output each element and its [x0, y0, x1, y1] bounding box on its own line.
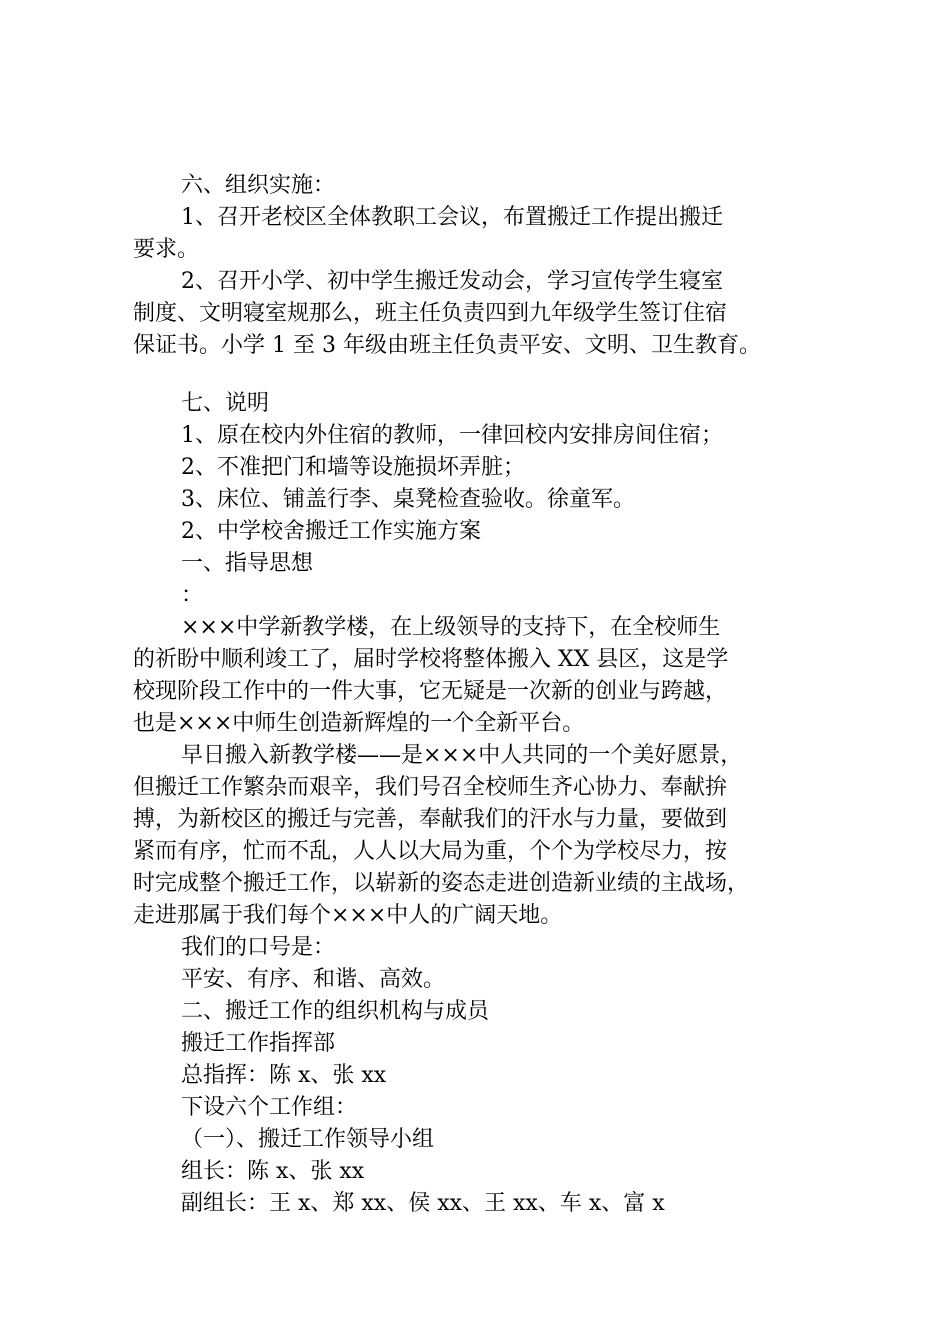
- section-heading-guiding: 一、指导思想: [181, 551, 314, 576]
- paragraph-line: 时完成整个搬迁工作，以崭新的姿态走进创造新业绩的主战场，: [133, 871, 750, 896]
- paragraph-line: 制度、文明寝室规那么，班主任负责四到九年级学生签订住宿: [133, 301, 728, 326]
- paragraph-gap: [133, 362, 833, 388]
- group-deputy: 副组长：王 x、郑 xx、侯 xx、王 xx、车 x、富 x: [181, 1191, 665, 1216]
- document-body: [133, 170, 833, 1220]
- plan-title: 2、中学校舍搬迁工作实施方案: [181, 519, 481, 544]
- slogan-label: 我们的口号是：: [181, 935, 336, 960]
- group-title: （一）、搬迁工作领导小组: [181, 1127, 435, 1152]
- paragraph-line: 紧而有序，忙而不乱，人人以大局为重，个个为学校尽力，按: [133, 839, 728, 864]
- section-heading-organization-structure: 二、搬迁工作的组织机构与成员: [181, 999, 490, 1024]
- paragraph-line: 也是×××中师生创造新辉煌的一个全新平台。: [133, 711, 585, 736]
- paragraph-line: ×××中学新教学楼，在上级领导的支持下，在全校师生: [181, 615, 721, 640]
- paragraph-line: 校现阶段工作中的一件大事，它无疑是一次新的创业与跨越，: [133, 679, 728, 704]
- paragraph-line: 早日搬入新教学楼——是×××中人共同的一个美好愿景，: [181, 743, 743, 768]
- list-item: 3、床位、铺盖行李、桌凳检查验收。徐童军。: [181, 487, 635, 512]
- paragraph-line: 1、召开老校区全体教职工会议，布置搬迁工作提出搬迁: [181, 205, 723, 230]
- paragraph-line: 搏，为新校区的搬迁与完善，奉献我们的汗水与力量，要做到: [133, 807, 728, 832]
- paragraph-line: 保证书。小学 1 至 3 年级由班主任负责平安、文明、卫生教育。: [133, 333, 761, 358]
- headquarters-label: 搬迁工作指挥部: [181, 1031, 336, 1056]
- groups-intro: 下设六个工作组：: [181, 1095, 358, 1120]
- group-leader: 组长：陈 x、张 xx: [181, 1159, 365, 1184]
- stray-colon: ：: [181, 583, 204, 608]
- paragraph-line: 但搬迁工作繁杂而艰辛，我们号召全校师生齐心协力、奉献拚: [133, 775, 728, 800]
- paragraph-line: 的祈盼中顺利竣工了，届时学校将整体搬入 XX 县区，这是学: [133, 647, 729, 672]
- paragraph-line: 2、召开小学、初中学生搬迁发动会，学习宣传学生寝室: [181, 269, 723, 294]
- paragraph-line: 要求。: [133, 237, 200, 262]
- slogan-text: 平安、有序、和谐、高效。: [181, 967, 446, 992]
- list-item: 1、原在校内外住宿的教师，一律回校内安排房间住宿；: [181, 423, 723, 448]
- commander-line: 总指挥：陈 x、张 xx: [181, 1063, 387, 1088]
- section-heading-organization: 六、组织实施：: [181, 173, 336, 198]
- paragraph-line: 走进那属于我们每个×××中人的广阔天地。: [133, 903, 563, 928]
- list-item: 2、不准把门和墙等设施损坏弄脏；: [181, 455, 525, 480]
- section-heading-notes: 七、说明: [181, 391, 270, 416]
